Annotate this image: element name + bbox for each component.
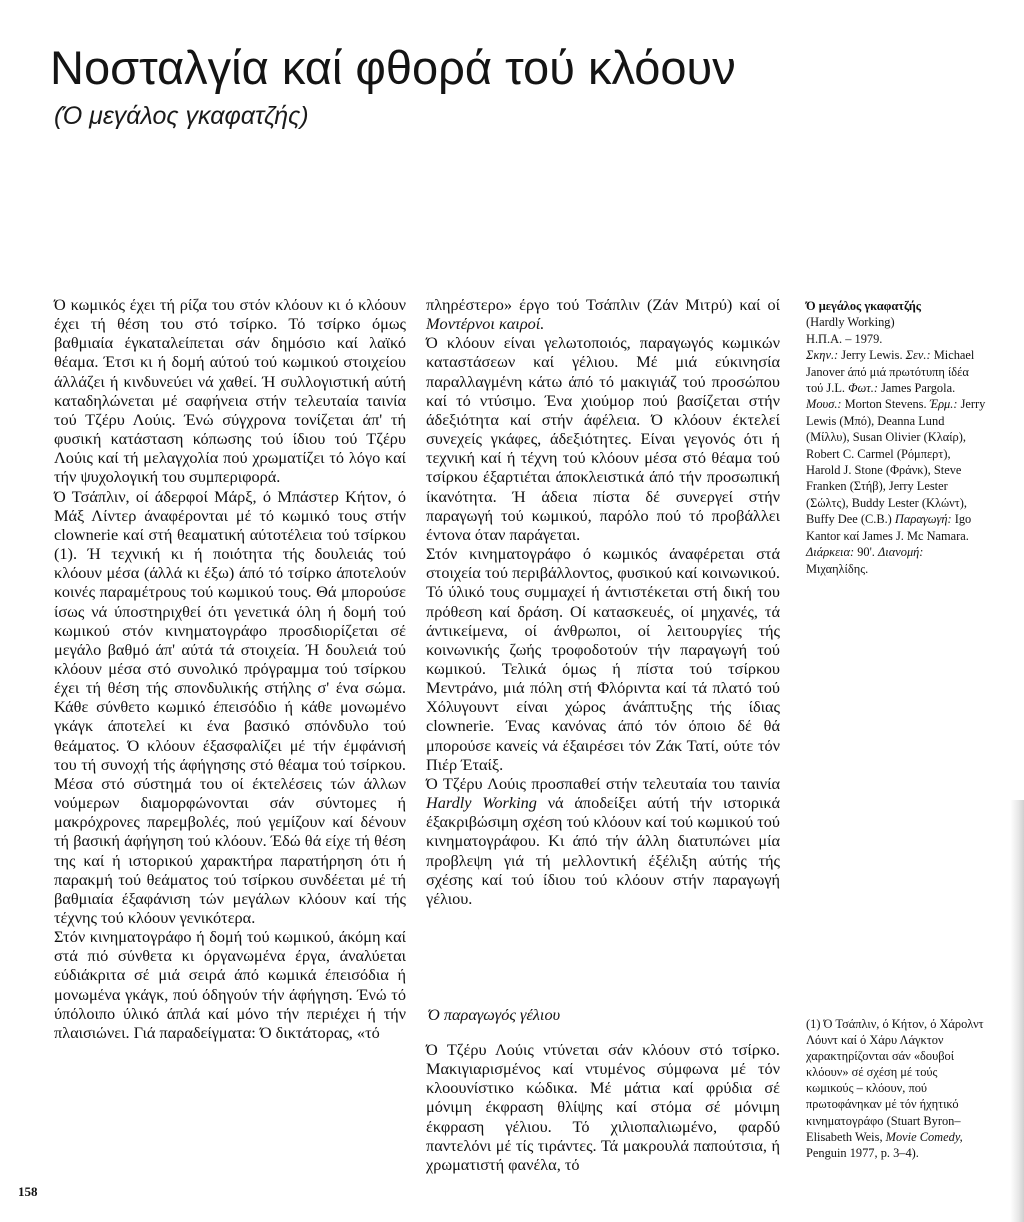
credit-value: Igo Kantor καί James J. Mc Namara. xyxy=(806,512,972,543)
credit-label: Διάρκεια: xyxy=(806,545,855,560)
credit-value: Michael Janover άπό μιά πρωτότυπη ίδέα τού J.L. xyxy=(806,348,975,396)
footnote-text: (1) Ό Τσάπλιν, ό Κήτον, ό Χάρολντ Λόυντ καί ό Χάρυ Λάγκτον χαρακτηρίζονται σάν «δουβοί κλόουν» σέ σχέση μέ τούς κωμικούς – κλόουν, πού πρωτοφάνηκαν μέ τόν ήχητικό κινηματογράφο (Stuart Byron–Elisabeth Weis, xyxy=(806,1017,984,1144)
credit-value: 90'. xyxy=(857,545,875,560)
credit-label: Σεν.: xyxy=(905,348,931,363)
film-title-modern-times: Μοντέρνοι καιροί. xyxy=(426,314,545,334)
footnote xyxy=(806,1016,988,1161)
credits-original-title: (Hardly Working) xyxy=(806,315,895,330)
body-column-1 xyxy=(54,295,406,1042)
credit-label: Παραγωγή: xyxy=(894,512,952,527)
section-heading: Ό παραγωγός γέλιου xyxy=(428,1005,561,1024)
credits-lines xyxy=(806,347,988,577)
paragraph xyxy=(426,295,780,333)
paragraph: Στόν κινηματογράφο ή δομή τού κωμικού, άκόμη καί στά πιό σύνθετα κι όργανωμένα έργα, άναλύεται εύδιάκριτα σέ μιά σειρά άπό κωμικά έπεισόδια ή μονωμένα γκάγκ, πού όδηγούν τήν άφήγηση. Ένώ τό ύπόλοιπο ύλικό άπλά καί μόνο τήν περιέχει ή τήν πλαισιώνει. Γιά παραδείγματα: Ό δικτάτορας, «τό xyxy=(54,927,406,1042)
footnote-text: Penguin 1977, p. 3–4). xyxy=(806,1145,919,1160)
credit-value: Jerry Lewis (Μπό), Deanna Lund (Μίλλυ), Susan Olivier (Κλαίρ), Robert C. Carmel (Ρόμπερτ), Harold J. Stone (Φράνκ), Steve Franken (Στήβ), Jerry Lester (Σώλτς), Buddy Lester (Κλώντ), Buffy Dee (C.B.) xyxy=(806,397,986,527)
article-title: Νοσταλγία καί φθορά τού κλόουν xyxy=(50,41,736,94)
paragraph: Στόν κινηματογράφο ό κωμικός άναφέρεται στά στοιχεία τού περιβάλλοντος, φυσικού καί κοινωνικού. Τό ύλικό τους συμμαχεί ή άντιστέκεται στή δική του πρόθεση καί δράση. Οί κατασκευές, οί μηχανές, τά άντικείμενα, οί άνθρωποι, οί λειτουργίες τής κοινωνικής ζωής τροφοδοτούν τήν παραγωγή τού κωμικού. Τελικά όμως ή πίστα τού τσίρκου Μεντράνο, μιά πόλη στή Φλόριντα καί τά πλατό τού Χόλυγουντ είναι χώρος άνάπτυξης τής ίδιας clownerie. Ένας κανόνας άπό τόν όποιο δέ θά μπορούσε κανείς νά έξαιρέσει τόν Ζάκ Τατί, ούτε τόν Πιέρ Έταίξ. xyxy=(426,544,780,774)
article-subtitle: (Ό μεγάλος γκαφατζής) xyxy=(54,102,309,130)
paragraph xyxy=(426,774,780,908)
body-column-2 xyxy=(426,295,780,908)
page-edge-shadow xyxy=(1010,800,1024,1222)
text-run: Ό Τζέρυ Λούις προσπαθεί στήν τελευταία του ταινία xyxy=(426,773,780,793)
credit-label: Διανομή: xyxy=(878,545,924,560)
credit-value: James Pargola. xyxy=(881,381,956,396)
film-title-hardly-working: Hardly Working xyxy=(426,793,537,813)
body-column-3 xyxy=(426,1040,780,1174)
paragraph: Ό Τσάπλιν, οί άδερφοί Μάρξ, ό Μπάστερ Κήτον, ό Μάξ Λίντερ άναφέρονται μέ τό κωμικό τους στήν clownerie καί στή θεαματική αύτοτέλεια τού τσίρκου (1). Ή τεχνική κι ή ποιότητα τής δουλειάς τού κλόουν μέσα (άλλά κι έξω) άπό τό τσίρκο άποτελούν κοινές παραμέτρους τού κωμικού τους. Θά μπορούσε ίσως νά ύποστηριχθεί ότι γενετικά όλη ή δομή τού κωμικού στόν κινηματογράφο προσδιορίζεται σέ μεγάλο βαθμό άπ' αύτά τά στοιχεία. Ή δουλειά τού κλόουν μέσα στό συνολικό πρόγραμμα τού τσίρκου έχει τή θέση τής σπονδυλικής στήλης σ' ένα σώμα. Κάθε σύνθετο κωμικό έπεισόδιο ή κάθε μονωμένο γκάγκ άποτελεί κι ένα βασικό σπόνδυλο τού θεάματος. Ό κλόουν έξασφαλίζει μέ τήν έμφάνισή του τή συνοχή τής άφήγησης στό θέαμα τού τσίρκου. Μέσα στό σύστημά του οί έκτελέσεις τών άλλων νούμερων διαμορφώνονται σάν σύντομες ή μακρόχρονες παρεμβολές, πού γεμίζουν καί δένουν τή βασική άφήγηση τού κλόουν. Έδώ θά είχε τή θέση της καί ή ιστορικού χαρακτήρα παρατήρηση ότι ή παρακμή τού θεάματος τού τσίρκου συνδέεται μέ τή βαθμιαία έξαφάνιση τών μεγάλων κλόουν καί τής τέχνης τού κλόουν γενικότερα. xyxy=(54,486,406,927)
credit-label: Έρμ.: xyxy=(929,397,958,412)
film-credits xyxy=(806,298,988,577)
credit-value: Morton Stevens. xyxy=(844,397,927,412)
paragraph: Ό Τζέρυ Λούις ντύνεται σάν κλόουν στό τσίρκο. Μακιγιαρισμένος καί ντυμένος σύμφωνα μέ τόν κλοουνίστικο κώδικα. Μέ μάτια καί φρύδια σέ μόνιμη έκφραση θλίψης καί στόμα σέ μόνιμη έκφραση γέλιου. Τό χιλιοπαλιωμένο, φαρδύ παντελόνι μέ τίς τιράντες. Τά μακρουλά παπούτσια, ή χρωματιστή φανέλα, τό xyxy=(426,1040,780,1174)
text-run: πληρέστερο» έργο τού Τσάπλιν (Ζάν Μιτρύ) καί οί xyxy=(426,295,780,314)
page-number: 158 xyxy=(18,1184,38,1199)
book-title: Movie Comedy, xyxy=(885,1129,963,1144)
paragraph: Ό κλόουν είναι γελωτοποιός, παραγωγός κωμικών καταστάσεων καί γέλιου. Μέ μιά εύκινησία παραλλαγμένη κάτω άπό τό μακιγιάζ τού προσώπου καί τό ντύσιμο. Ένα χιούμορ πού βασίζεται στήν άδεξιότητα καί στήν άφέλεια. Ό κλόουν έκτελεί συνεχείς γκάφες, άδεξιότητες. Είναι γεγονός ότι ή τεχνική καί ή τέχνη τού κλόουν μέσα στό θέαμα τού τσίρκου έξαρτιέται άποκλειστικά άπό τήν προσωπική ίκανότητα. Ή άδεια πίστα δέ συνεργεί στήν παραγωγή τού κωμικού, παρόλο πού τό προβάλλει έντονα όταν παράγεται. xyxy=(426,333,780,544)
credit-label: Σκην.: xyxy=(806,348,839,363)
credit-label: Μουσ.: xyxy=(806,397,842,412)
credits-film-title: Ό μεγάλος γκαφατζής xyxy=(806,299,921,313)
credit-label: Φωτ.: xyxy=(848,381,878,396)
credit-value: Μιχαηλίδης. xyxy=(806,561,869,576)
text-run: νά άποδείξει αύτή τήν ιστορικά έξακριβώσιμη σχέση τού κλόουν καί τού κωμικού τού κινηματογράφου. Κι άπό τήν άλλη διατυπώνει μία προβλεψη γιά τή μελλοντική έξέλιξη αύτής τής σχέσης καί τού ίδιου τού κλόουν στήν παραγωγή γέλιου. xyxy=(426,793,780,908)
credit-value: Jerry Lewis. xyxy=(841,348,903,363)
paragraph: Ό κωμικός έχει τή ρίζα του στόν κλόουν κι ό κλόουν έχει τή θέση του στό τσίρκο. Τό τσίρκο όμως βαθμιαία έγκαταλείπεται σάν δημόσιο καί λαϊκό θέαμα. Έτσι κι ή δομή αύτού τού κωμικού στοιχείου άλλάζει ή κινδυνεύει νά χαθεί. Ή συλλογιστική αύτή καταδηλώνεται μέ σαφήνεια στήν τελευταία ταινία τού Τζέρυ Λούις. Ένώ σύγχρονα τονίζεται άπ' τή φυσική κατάσταση κόπωσης τού ίδιου τού Τζέρυ Λούις καί τή μελαγχολία πού χρωματίζει τό λόγο καί τήν ψυχολογική του συμπεριφορά. xyxy=(54,295,406,487)
credits-country-year: Η.Π.Α. – 1979. xyxy=(806,331,883,346)
